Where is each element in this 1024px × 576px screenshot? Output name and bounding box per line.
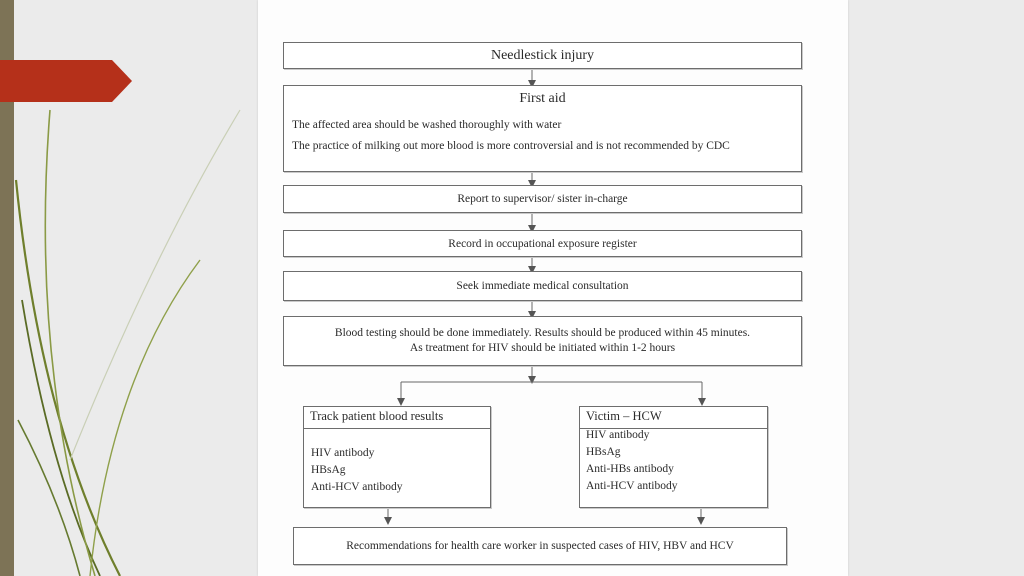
report-supervisor-box xyxy=(283,185,802,213)
recommendations-label: Recommendations for health care worker in suspected cases of HIV, HBV and HCV xyxy=(346,539,734,552)
patient-item-hiv: HIV antibody xyxy=(311,447,375,459)
victim-item-anti-hbs: Anti-HBs antibody xyxy=(586,463,674,475)
recommendations-box xyxy=(293,527,787,565)
blood-testing-box xyxy=(283,316,802,366)
needlestick-injury-label: Needlestick injury xyxy=(490,47,595,63)
blood-testing-label: Blood testing should be done immediately. Results should be produced within 45 minutes. As treatment for HIV should be initiated within 1-2 hours xyxy=(334,327,751,354)
patient-item-hbsag: HBsAg xyxy=(311,464,346,476)
first-aid-box xyxy=(283,85,802,172)
record-register-label: Record in occupational exposure register xyxy=(448,237,637,250)
needlestick-injury-box xyxy=(283,42,802,69)
patient-item-anti-hcv: Anti-HCV antibody xyxy=(311,481,403,493)
first-aid-title: First aid xyxy=(519,91,566,106)
patient-results-box xyxy=(303,406,491,508)
victim-hcw-box xyxy=(579,406,768,508)
seek-consultation-box xyxy=(283,271,802,301)
record-register-box xyxy=(283,230,802,257)
seek-consultation-label: Seek immediate medical consultation xyxy=(456,280,629,292)
red-arrow-tab xyxy=(0,60,132,102)
victim-item-hiv: HIV antibody xyxy=(586,429,650,441)
victim-item-anti-hcv: Anti-HCV antibody xyxy=(586,480,678,492)
flowchart-page xyxy=(258,0,848,576)
first-aid-line-1: The affected area should be washed thoroughly with water xyxy=(292,119,562,131)
patient-results-title: Track patient blood results xyxy=(310,409,444,423)
victim-hcw-title: Victim – HCW xyxy=(586,409,662,423)
first-aid-line-2: The practice of milking out more blood is more controversial and is not recommended by CDC xyxy=(292,140,730,152)
victim-item-hbsag: HBsAg xyxy=(586,446,621,458)
report-supervisor-label: Report to supervisor/ sister in-charge xyxy=(457,193,628,205)
